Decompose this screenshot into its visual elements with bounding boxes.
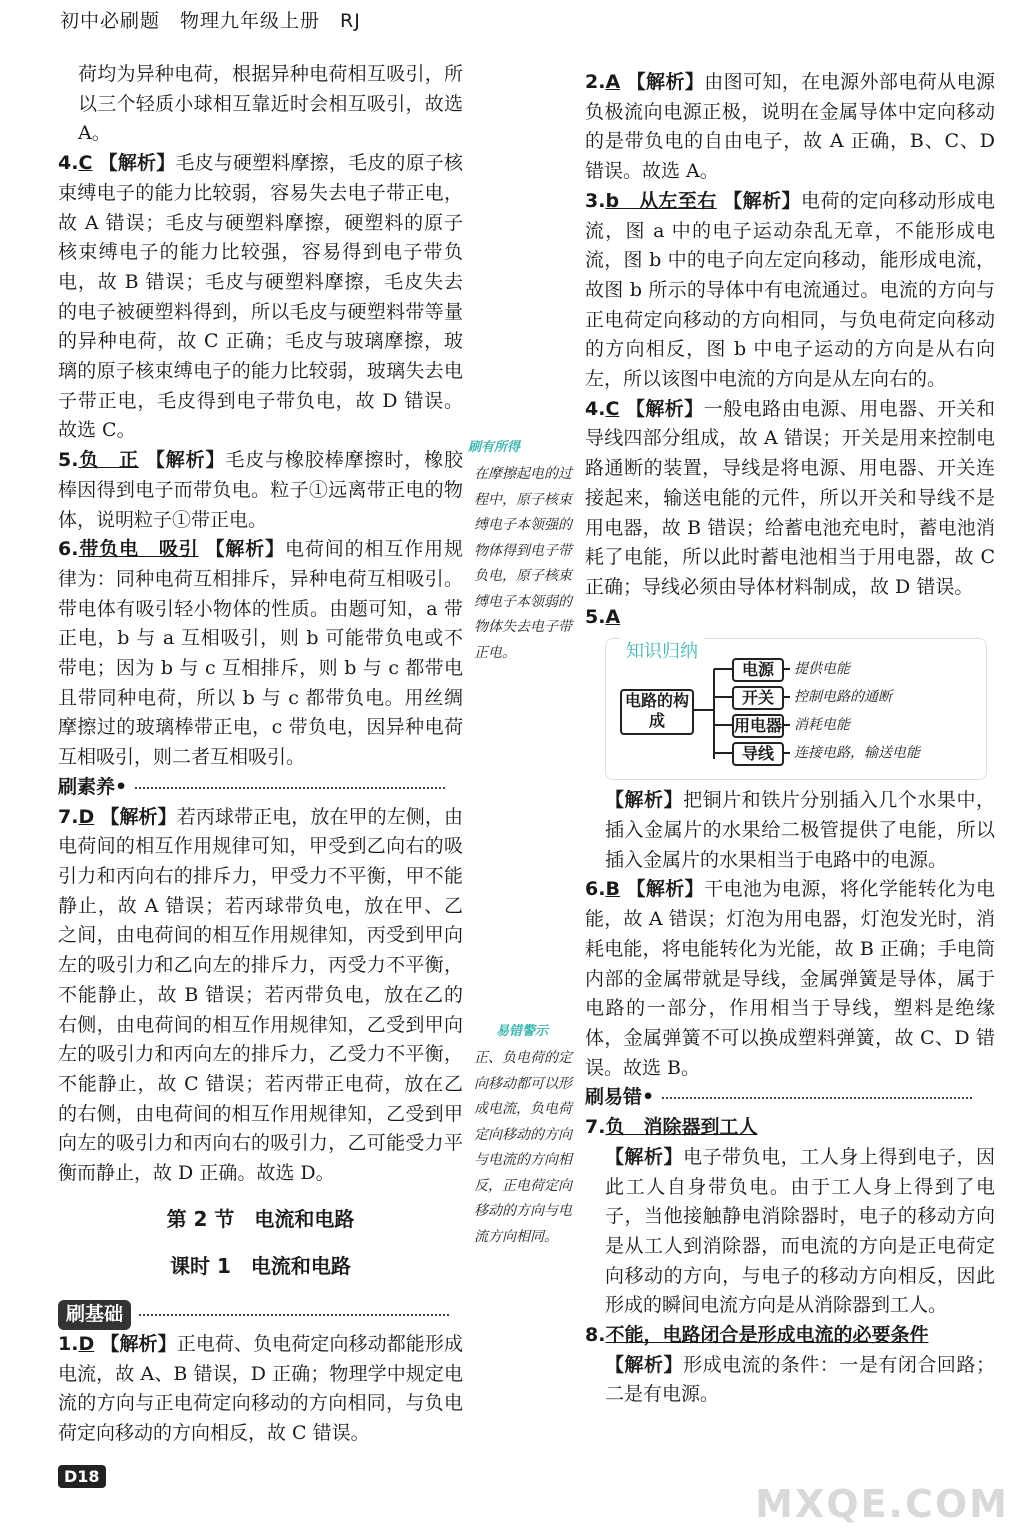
question-7-analysis: 【解析】电子带负电，工人身上得到电子，因此工人自身带负电。由于工人身上得到了电子，当他接触静电消除器时，电子的移动方向是从工人到消除器，而电流的方向是正电荷定向移动的方向，与电子的移动方向相反，因此形成的瞬间电流方向是从消除器到工人。 [605,1145,995,1317]
diagram-item-power: 电源 [732,658,784,682]
knowledge-summary-diagram [605,638,987,780]
question-8: 8.不能，电路闭合是形成电流的必要条件 [585,1324,929,1347]
diagram-item-switch: 开关 [732,686,784,710]
diagram-item-wire: 导线 [732,742,784,766]
question-8-analysis: 【解析】形成电流的条件：一是有闭合回路；二是有电源。 [605,1353,995,1406]
question-4: 4.C 【解析】一般电路由电源、用电器、开关和导线四部分组成，故 A 错误；开关是用来控制电路通断的装置，导线是将电源、用电器、开关连接起来，输送电能的元件，所以开关和导线不是用电器，故 B 错误；给蓄电池充电时，蓄电池消耗了电能，所以此时蓄电池相当于用电器，故 C 正确；导线必须由导体材料制成，故 D 错误。 [585,397,995,598]
question-2: 2.A 【解析】由图可知，在电源外部电荷从电源负极流向电源正极，说明在金属导体中定向移动的是带负电的自由电子，故 A 正确，B、C、D 错误。故选 A。 [585,71,995,183]
question-6: 6.带负电 吸引 【解析】电荷间的相互作用规律为：同种电荷互相排斥，异种电荷互相吸引。带电体有吸引轻小物体的性质。由题可知，a 带正电，b 与 a 互相吸引，则 b 可能带负电或不带电；因为 b 与 c 互相排斥，则 b 与 c 都带电且带同种电荷，所以 b 与 c 都带负电。用丝绸摩擦过的玻璃棒带正电，c 带负电，因异种电荷互相吸引，则二者互相吸引。 [58,538,463,769]
sidenote-1: 在摩擦起电的过程中，原子核束缚电子本领强的物体得到电子带负电，原子核束缚电子本领弱的物体失去电子带正电。 [474,466,572,661]
running-header: 初中必刷题 物理九年级上册 RJ [60,10,361,32]
paragraph-continued: 荷均为异种电荷，根据异种电荷相互吸引，所以三个轻质小球相互靠近时会相互吸引，故选 A。 [78,63,463,145]
diagram-item-appliance: 用电器 [732,714,784,738]
sidenote-1-title: 刷有所得 [468,440,521,455]
diagram-note-switch: 控制电路的通断 [794,689,892,706]
sidenote-2: 正、负电荷的定向移动都可以形成电流，负电荷定向移动的方向与电流的方向相反，正电荷定向移动的方向与电流方向相同。 [474,1050,572,1245]
dotted-divider [135,787,445,789]
question-6: 6.B 【解析】干电池为电源，将化学能转化为电能，故 A 错误；灯泡为用电器，灯泡发光时，消耗电能，将电能转化为光能，故 B 正确；手电筒内部的金属带就是导线，金属弹簧是导体，属于电路的一部分，作用相当于导线，塑料是绝缘体，金属弹簧不可以换成塑料弹簧，故 C、D 错误。故选 B。 [585,878,995,1079]
diagram-note-appliance: 消耗电能 [794,717,850,734]
section-error-prone: 刷易错• [585,1083,995,1113]
diagram-center-box: 电路的构成 [620,689,694,735]
right-column [585,68,995,1410]
page-number: D18 [58,1465,106,1488]
question-4: 4.C 【解析】毛皮与硬塑料摩擦，毛皮的原子核束缚电子的能力比较弱，容易失去电子带正电，故 A 错误；毛皮与硬塑料摩擦，硬塑料的原子核束缚电子的能力比较强，容易得到电子带负电，故 B 错误；毛皮与硬塑料摩擦，毛皮失去的电子被硬塑料得到，所以毛皮与硬塑料带等量的异种电荷，故 C 正确；毛皮与玻璃摩擦，玻璃的原子核束缚电子的能力比较弱，玻璃失去电子带正电，毛皮得到电子带负电，故 D 错误。故选 C。 [58,152,463,442]
question-7: 7.D 【解析】若丙球带正电，放在甲的左侧，由电荷间的相互作用规律可知，甲受到乙向右的吸引力和丙向右的排斥力，甲受力不平衡，甲不能静止，故 A 错误；若丙球带负电，放在甲、乙之间，由电荷间的相互作用规律知，丙受到甲向左的吸引力和乙向左的排斥力，丙受力不平衡，不能静止，故 B 错误；若丙带负电，放在乙的右侧，由电荷间的相互作用规律知，乙受到甲向左的吸引力和丙向左的排斥力，乙受力不平衡，不能静止，故 C 错误；若丙带正电荷，放在乙的右侧，由电荷间的相互作用规律知，乙受到甲向左的吸引力和丙向右的吸引力，乙可能受力平衡而静止，故 D 正确。故选 D。 [58,805,463,1185]
diagram-tab: 知识归纳 [620,637,704,667]
watermark: MXQE.COM [755,1482,1009,1526]
left-column [58,60,463,1449]
question-5: 5.负 正 【解析】毛皮与橡胶棒摩擦时，橡胶棒因得到电子而带负电。粒子①远离带正电的物体，说明粒子①带正电。 [58,449,463,531]
dotted-divider [662,1097,972,1099]
section-literacy: 刷素养• [58,773,463,803]
section-title: 第 2 节 电流和电路 [166,1206,355,1231]
diagram-note-wire: 连接电路，输送电能 [794,745,920,762]
question-7: 7.负 消除器到工人 [585,1116,758,1139]
section-basics: 刷基础 [58,1300,463,1330]
lesson-title: 课时 1 电流和电路 [170,1254,351,1279]
question-1: 1.D 【解析】正电荷、负电荷定向移动都能形成电流，故 A、B 错误，D 正确；物理学中规定电流的方向与正电荷定向移动的方向相同，与负电荷定向移动的方向相反，故 C 错误。 [58,1332,463,1444]
question-3: 3.b 从左至右 【解析】电荷的定向移动形成电流，图 a 中的电子运动杂乱无章，不能形成电流，图 b 中的电子向左定向移动，能形成电流，故图 b 所示的导体中有电流通过。电流的方向与正电荷定向移动的方向相同，与负电荷定向移动的方向相反，图 b 中电子运动的方向是从右向左，所以该图中电流的方向是从左向右的。 [585,189,995,391]
question-5-analysis: 【解析】把铜片和铁片分别插入几个水果中，插入金属片的水果给二极管提供了电能，所以插入金属片的水果相当于电路中的电源。 [605,789,995,871]
diagram-note-power: 提供电能 [794,661,850,678]
question-5: 5.A [585,605,621,628]
sidenote-2-title: 易错警示 [496,1024,549,1039]
dotted-divider [139,1314,449,1316]
